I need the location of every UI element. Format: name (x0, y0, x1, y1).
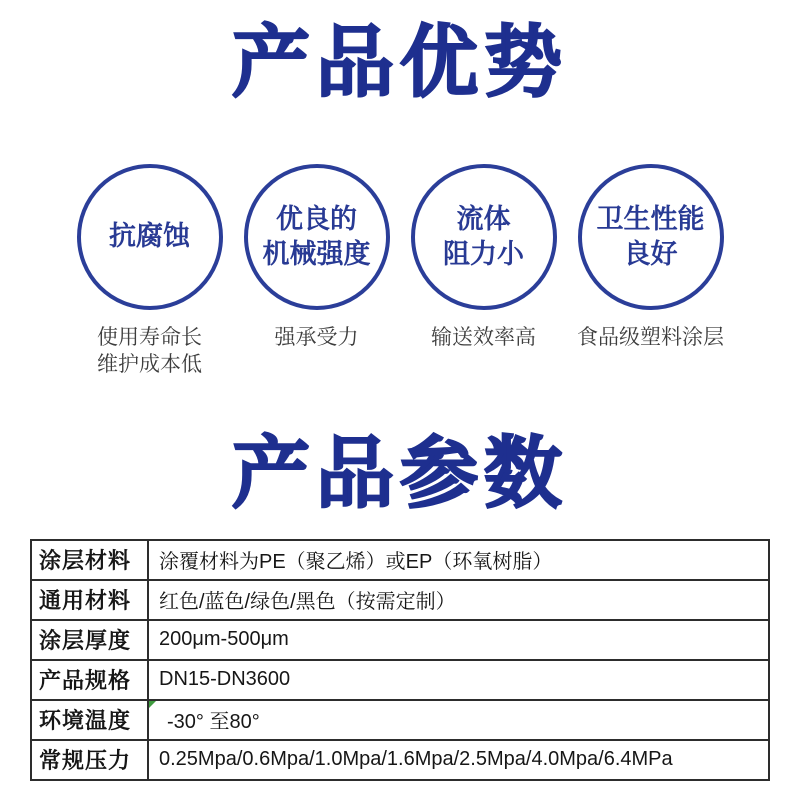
parameters-table (30, 539, 770, 781)
feature-circle-badge (244, 164, 390, 310)
feature-caption (97, 324, 202, 379)
feature-caption-line: 食品级塑料涂层 (577, 325, 724, 349)
feature-caption-line: 强承受力 (274, 325, 359, 349)
table-row (31, 620, 769, 660)
feature-caption-line: 使用寿命长 (97, 325, 202, 349)
circle-text-line: 优良的 (276, 203, 357, 234)
param-value-general-material: 红色/蓝色/绿色/黑色（按需定制） (148, 580, 769, 620)
parameters-section-title: 产品参数 (231, 429, 568, 518)
feature-caption (275, 324, 359, 352)
param-label-general-material: 通用材料 (31, 580, 148, 620)
param-label-standard-pressure: 常规压力 (31, 740, 148, 780)
feature-low-fluid-resistance (411, 164, 557, 352)
feature-caption-line: 输送效率高 (431, 325, 536, 349)
feature-circle-badge (77, 164, 223, 310)
param-value-coating-material: 涂覆材料为PE（聚乙烯）或EP（环氧树脂） (148, 540, 769, 580)
param-value-ambient-temperature (148, 700, 769, 740)
circle-text-line: 阻力小 (443, 238, 524, 269)
param-value-product-spec: DN15-DN3600 (148, 660, 769, 700)
circle-text-line: 机械强度 (262, 238, 371, 269)
advantages-section-title: 产品优势 (231, 18, 568, 106)
param-label-ambient-temperature: 环境温度 (31, 700, 148, 740)
feature-caption-line: 维护成本低 (97, 353, 202, 377)
table-row (31, 660, 769, 700)
table-row (31, 580, 769, 620)
param-value-standard-pressure: 0.25Mpa/0.6Mpa/1.0Mpa/1.6Mpa/2.5Mpa/4.0Mpa/6.4MPa (148, 740, 769, 780)
param-label-coating-thickness: 涂层厚度 (31, 620, 148, 660)
param-value-text: -30° 至80° (167, 711, 260, 734)
param-label-coating-material: 涂层材料 (31, 540, 148, 580)
feature-caption (431, 324, 536, 352)
feature-mechanical-strength (244, 164, 390, 352)
table-row (31, 740, 769, 780)
circle-text-line: 抗腐蚀 (109, 221, 190, 252)
param-value-coating-thickness: 200μm-500μm (148, 620, 769, 660)
circle-text-line: 良好 (623, 238, 678, 269)
feature-hygiene (578, 164, 724, 352)
param-label-product-spec: 产品规格 (31, 660, 148, 700)
advantages-circles-row (0, 164, 800, 379)
feature-circle-badge (411, 164, 557, 310)
feature-anticorrosion (77, 164, 223, 379)
circle-text-line: 流体 (456, 203, 511, 234)
table-row (31, 700, 769, 740)
cell-corner-marker (149, 701, 156, 708)
feature-caption (577, 324, 724, 352)
circle-text-line: 卫生性能 (596, 203, 705, 234)
feature-circle-badge (578, 164, 724, 310)
table-row (31, 540, 769, 580)
